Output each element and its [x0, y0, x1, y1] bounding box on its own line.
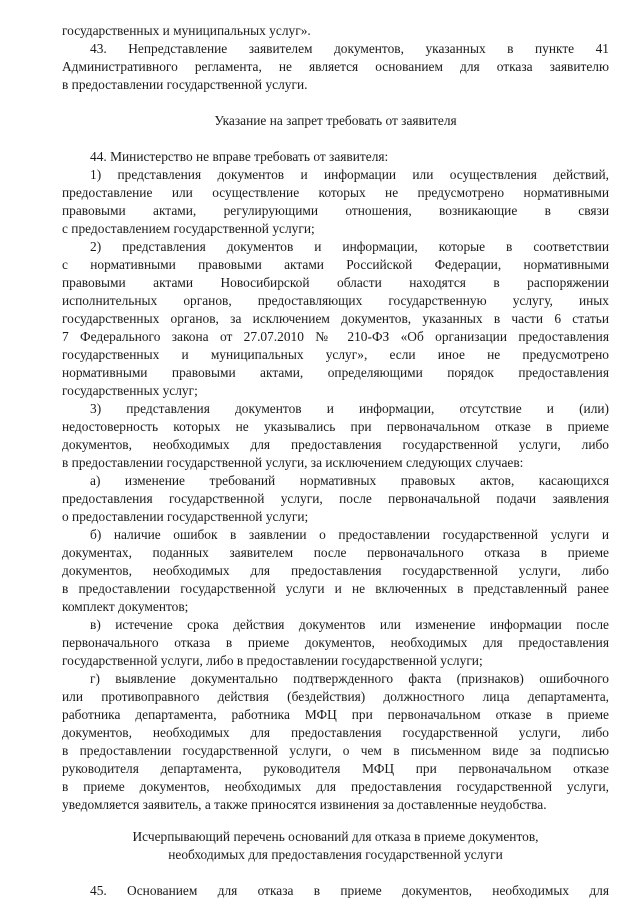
sub-item-g	[62, 670, 609, 814]
text-line: в предоставлении государственной услуги, о чем в письменном виде за подписью	[62, 743, 609, 758]
text-line: работника департамента, работника МФЦ при первоначальном отказе в приеме	[62, 707, 609, 722]
list-item-2	[62, 238, 609, 400]
text-line: в приеме документов, необходимых для предоставления государственной услуги,	[62, 779, 609, 794]
text-line: в предоставлении государственной услуги, за исключением следующих случаев:	[62, 455, 524, 470]
text-line: 1) представления документов и информации или осуществления действий,	[90, 167, 609, 182]
text-line: правовыми актами Новосибирской области находятся в распоряжении	[62, 275, 609, 290]
list-item-3	[62, 400, 609, 472]
text-line: документов, необходимых для предоставления государственной услуги, либо	[62, 563, 609, 578]
paragraph-44-intro: 44. Министерство не вправе требовать от заявителя:	[90, 149, 389, 164]
text-line: недостоверность которых не указывались при первоначальном отказе в приеме	[62, 419, 609, 434]
sub-item-a	[62, 472, 609, 526]
text-line: о предоставлении государственной услуги;	[62, 509, 309, 524]
text-line: б) наличие ошибок в заявлении о предоставлении государственной услуги и	[90, 527, 609, 542]
text-line: в предоставлении государственной услуги.	[62, 77, 308, 92]
document-page	[62, 22, 609, 900]
text-line: нормативными правовыми актами, определяющими порядок предоставления	[62, 365, 609, 380]
text-line: г) выявление документально подтвержденного факта (признаков) ошибочного	[90, 671, 609, 686]
text-line: государственных и муниципальных услуг».	[62, 23, 311, 38]
text-line: руководителя департамента, руководителя МФЦ при первоначальном отказе	[62, 761, 609, 776]
text-line: документах, поданных заявителем после первоначального отказа в приеме	[62, 545, 609, 560]
paragraph-43	[62, 40, 609, 94]
heading-line: Исчерпывающий перечень оснований для отказа в приеме документов,	[132, 829, 539, 844]
text-line: 2) представления документов и информации, которые в соответствии	[90, 239, 609, 254]
list-item-1	[62, 166, 609, 238]
text-line: с предоставлением государственной услуги;	[62, 221, 315, 236]
section-heading: Указание на запрет требовать от заявителя	[214, 113, 457, 128]
text-line: а) изменение требований нормативных правовых актов, касающихся	[90, 473, 609, 488]
text-line: комплект документов;	[62, 599, 189, 614]
text-line: первоначального отказа в приеме документов, необходимых для предоставления	[62, 635, 609, 650]
text-line: 7 Федерального закона от 27.07.2010 № 210-ФЗ «Об организации предоставления	[62, 329, 609, 344]
text-line: 43. Непредставление заявителем документов, указанных в пункте 41	[90, 41, 609, 56]
text-line: государственных органов, за исключением документов, указанных в части 6 статьи	[62, 311, 609, 326]
text-line: исполнительных органов, предоставляющих государственную услугу, иных	[62, 293, 609, 308]
sub-item-v	[62, 616, 609, 670]
text-line: государственных услуг;	[62, 383, 198, 398]
sub-item-b	[62, 526, 609, 616]
text-line: предоставления государственной услуги, после первоначальной подачи заявления	[62, 491, 609, 506]
text-line: предоставление или осуществление которых не предусмотрено нормативными	[62, 185, 609, 200]
text-line: уведомляется заявитель, а также приносятся извинения за доставленные неудобства.	[62, 797, 547, 812]
text-line: с нормативными правовыми актами Российской Федерации, нормативными	[62, 257, 609, 272]
text-line: государственной услуги, либо в предоставлении государственной услуги;	[62, 653, 483, 668]
text-line: или противоправного действия (бездействия) должностного лица департамента,	[62, 689, 609, 704]
heading-line: необходимых для предоставления государственной услуги	[168, 847, 503, 862]
text-line: государственных и муниципальных услуг», если иное не предусмотрено	[62, 347, 609, 362]
section-heading-2	[62, 828, 609, 864]
text-line: Административного регламента, не является основанием для отказа заявителю	[62, 59, 609, 74]
text-line: правовыми актами, регулирующими отношения, возникающие в связи	[62, 203, 609, 218]
text-line: документов, необходимых для предоставления государственной услуги, либо	[62, 437, 609, 452]
text-line: документов, необходимых для предоставления государственной услуги, либо	[62, 725, 609, 740]
paragraph-45	[62, 882, 609, 900]
text-line: 45. Основанием для отказа в приеме документов, необходимых для	[90, 883, 609, 898]
text-line: в предоставлении государственной услуги и не включенных в представленный ранее	[62, 581, 609, 596]
text-line: 3) представления документов и информации, отсутствие и (или)	[90, 401, 609, 416]
text-line: в) истечение срока действия документов или изменение информации после	[90, 617, 609, 632]
